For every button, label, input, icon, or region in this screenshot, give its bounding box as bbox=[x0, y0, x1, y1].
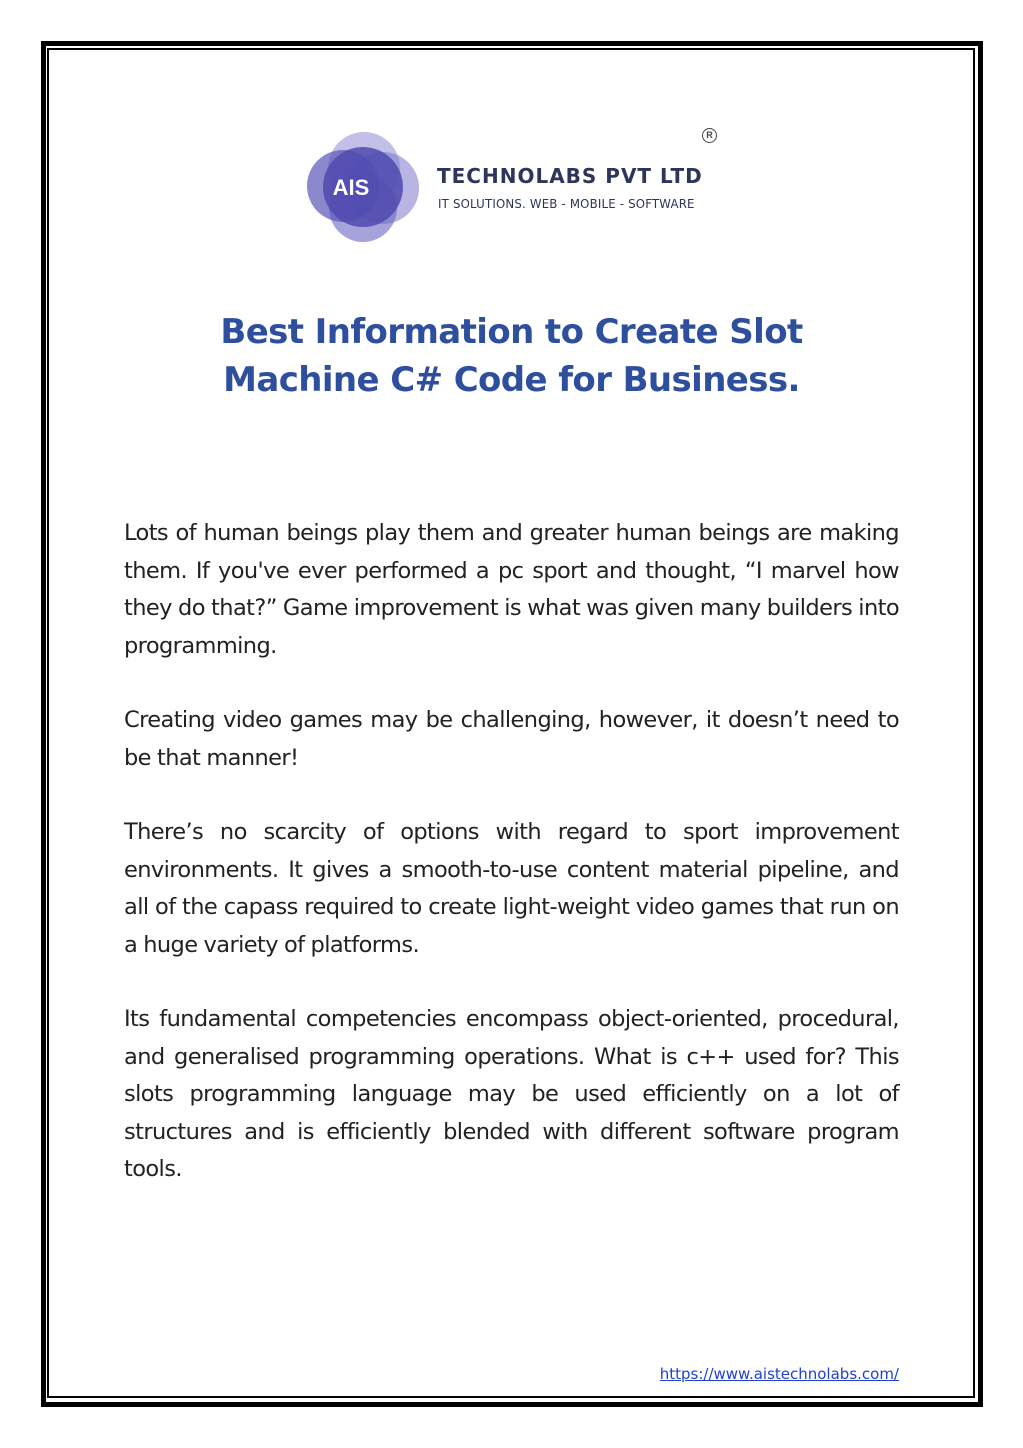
title-line-1: Best Information to Create Slot bbox=[220, 312, 803, 352]
website-link[interactable]: https://www.aistechnolabs.com/ bbox=[659, 1365, 899, 1383]
logo-mark-text: AIS bbox=[332, 175, 370, 200]
paragraph-3: There’s no scarcity of options with regard to sport improvement environments. It gives a smooth-to-use content material pipeline, and all of the capass required to create light-weight video games that run on a huge variety of platforms. bbox=[124, 819, 899, 958]
paragraph-1: Lots of human beings play them and greater human beings are making them. If you've ever performed a pc sport and thought, “I marvel how they do that?” Game improvement is what was given many builders into programming. bbox=[124, 520, 899, 659]
page-title bbox=[150, 308, 873, 404]
article-body bbox=[124, 515, 899, 1226]
company-logo bbox=[305, 128, 725, 248]
registered-trademark-icon: R bbox=[702, 128, 717, 143]
paragraph-2: Creating video games may be challenging, however, it doesn’t need to be that manner! bbox=[124, 707, 899, 771]
ais-logo-mark bbox=[305, 128, 423, 246]
logo-company-name: TECHNOLABS PVT LTD bbox=[437, 164, 703, 188]
logo-tagline: IT SOLUTIONS. WEB - MOBILE - SOFTWARE bbox=[438, 196, 695, 211]
paragraph-4: Its fundamental competencies encompass object-oriented, procedural, and generalised programming operations. What is c++ used for? This slots programming language may be used efficiently on a lot of structures and is efficiently blended with different software program tools. bbox=[124, 1006, 899, 1182]
title-line-2: Machine C# Code for Business. bbox=[223, 360, 800, 400]
